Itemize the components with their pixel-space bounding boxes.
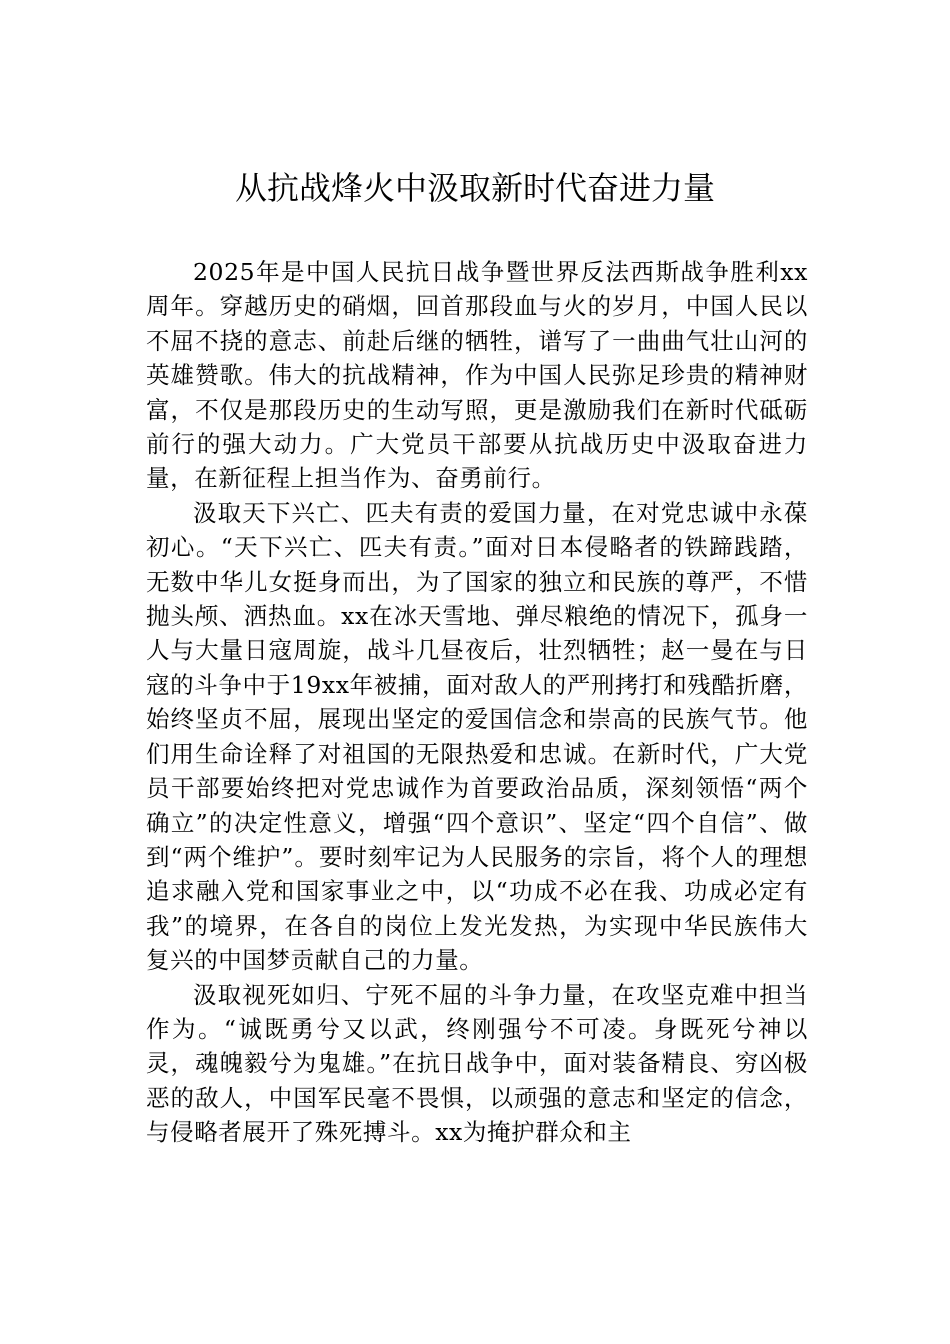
document-body [146,255,808,1150]
paragraph-patriotism: 汲取天下兴亡、匹夫有责的爱国力量，在对党忠诚中永葆初心。“天下兴亡、匹夫有责。”面对日本侵略者的铁蹄践踏，无数中华儿女挺身而出，为了国家的独立和民族的尊严，不惜抛头颅、洒热血。xx在冰天雪地、弹尽粮绝的情况下，孤身一人与大量日寇周旋，战斗几昼夜后，壮烈牺牲；赵一曼在与日寇的斗争中于19xx年被捕，面对敌人的严刑拷打和残酷折磨，始终坚贞不屈，展现出坚定的爱国信念和崇高的民族气节。他们用生命诠释了对祖国的无限热爱和忠诚。在新时代，广大党员干部要始终把对党忠诚作为首要政治品质，深刻领悟“两个确立”的决定性意义，增强“四个意识”、坚定“四个自信”、做到“两个维护”。要时刻牢记为人民服务的宗旨，将个人的理想追求融入党和国家事业之中，以“功成不必在我、功成必定有我”的境界，在各自的岗位上发光发热，为实现中华民族伟大复兴的中国梦贡献自己的力量。 [146,498,808,975]
paragraph-struggle: 汲取视死如归、宁死不屈的斗争力量，在攻坚克难中担当作为。“诚既勇兮又以武，终刚强兮不可凌。身既死兮神以灵，魂魄毅兮为鬼雄。”在抗日战争中，面对装备精良、穷凶极恶的敌人，中国军民毫不畏惧，以顽强的意志和坚定的信念，与侵略者展开了殊死搏斗。xx为掩护群众和主 [146,980,808,1147]
paragraph-intro: 2025年是中国人民抗日战争暨世界反法西斯战争胜利xx周年。穿越历史的硝烟，回首那段血与火的岁月，中国人民以不屈不挠的意志、前赴后继的牺牲，谱写了一曲曲气壮山河的英雄赞歌。伟大的抗战精神，作为中国人民弥足珍贵的精神财富，不仅是那段历史的生动写照，更是激励我们在新时代砥砺前行的强大动力。广大党员干部要从抗战历史中汲取奋进力量，在新征程上担当作为、奋勇前行。 [146,258,808,493]
document-title: 从抗战烽火中汲取新时代奋进力量 [234,169,715,207]
